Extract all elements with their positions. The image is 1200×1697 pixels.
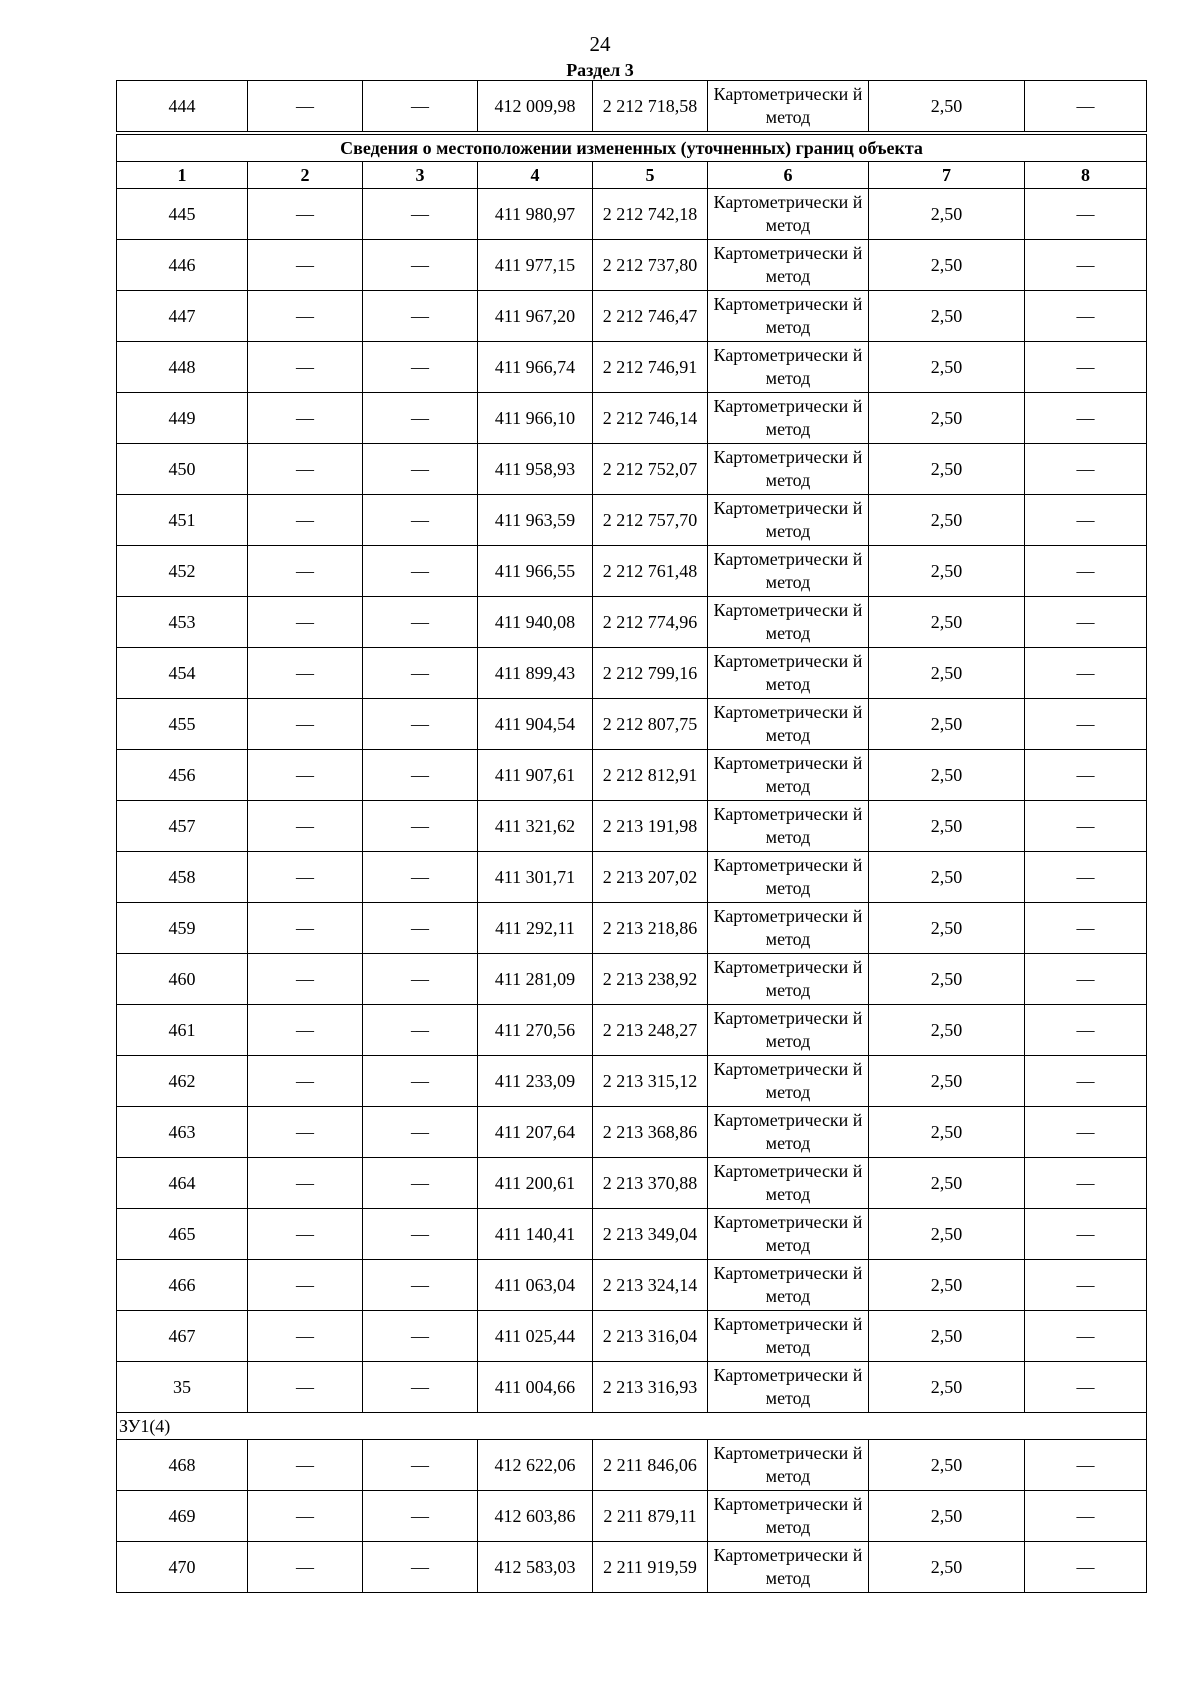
method: Картометрически й метод bbox=[708, 648, 869, 699]
cell-col2: — bbox=[248, 597, 363, 648]
cell-col3: — bbox=[363, 1362, 478, 1413]
cell-col2: — bbox=[248, 1440, 363, 1491]
error-value: 2,50 bbox=[869, 750, 1025, 801]
error-value: 2,50 bbox=[869, 1311, 1025, 1362]
method: Картометрически й метод bbox=[708, 1209, 869, 1260]
error-value: 2,50 bbox=[869, 240, 1025, 291]
point-number: 454 bbox=[117, 648, 248, 699]
method: Картометрически й метод bbox=[708, 597, 869, 648]
coord-y: 2 211 919,59 bbox=[593, 1542, 708, 1593]
cell-col2: — bbox=[248, 1362, 363, 1413]
point-number: 468 bbox=[117, 1440, 248, 1491]
coord-x: 411 907,61 bbox=[478, 750, 593, 801]
cell-col2: — bbox=[248, 291, 363, 342]
coord-x: 411 966,55 bbox=[478, 546, 593, 597]
column-number: 5 bbox=[593, 162, 708, 189]
cell-col8: — bbox=[1025, 1491, 1147, 1542]
cell-col8: — bbox=[1025, 1005, 1147, 1056]
coord-x: 411 980,97 bbox=[478, 189, 593, 240]
coord-y: 2 213 315,12 bbox=[593, 1056, 708, 1107]
cell-col3: — bbox=[363, 1056, 478, 1107]
method: Картометрически й метод bbox=[708, 1107, 869, 1158]
cell-col8: — bbox=[1025, 1056, 1147, 1107]
method: Картометрически й метод bbox=[708, 189, 869, 240]
cell-col2: — bbox=[248, 750, 363, 801]
cell-col8: — bbox=[1025, 1542, 1147, 1593]
column-number: 7 bbox=[869, 162, 1025, 189]
column-number: 6 bbox=[708, 162, 869, 189]
point-number: 458 bbox=[117, 852, 248, 903]
point-number: 444 bbox=[117, 81, 248, 132]
point-number: 452 bbox=[117, 546, 248, 597]
cell-col3: — bbox=[363, 1107, 478, 1158]
error-value: 2,50 bbox=[869, 1107, 1025, 1158]
table-row bbox=[117, 1491, 1147, 1542]
error-value: 2,50 bbox=[869, 393, 1025, 444]
point-number: 470 bbox=[117, 1542, 248, 1593]
cell-col8: — bbox=[1025, 342, 1147, 393]
page-number: 24 bbox=[589, 32, 611, 56]
point-number: 459 bbox=[117, 903, 248, 954]
coord-x: 411 967,20 bbox=[478, 291, 593, 342]
coord-y: 2 212 774,96 bbox=[593, 597, 708, 648]
cell-col3: — bbox=[363, 1209, 478, 1260]
point-number: 449 bbox=[117, 393, 248, 444]
coord-y: 2 211 846,06 bbox=[593, 1440, 708, 1491]
coord-y: 2 211 879,11 bbox=[593, 1491, 708, 1542]
cell-col8: — bbox=[1025, 648, 1147, 699]
cell-col2: — bbox=[248, 1056, 363, 1107]
coord-y: 2 213 207,02 bbox=[593, 852, 708, 903]
method: Картометрически й метод bbox=[708, 954, 869, 1005]
method: Картометрически й метод bbox=[708, 1440, 869, 1491]
cell-col8: — bbox=[1025, 393, 1147, 444]
coord-y: 2 213 238,92 bbox=[593, 954, 708, 1005]
point-number: 466 bbox=[117, 1260, 248, 1311]
table-row bbox=[117, 342, 1147, 393]
cell-col2: — bbox=[248, 342, 363, 393]
coord-x: 412 583,03 bbox=[478, 1542, 593, 1593]
cell-col2: — bbox=[248, 1005, 363, 1056]
cell-col3: — bbox=[363, 240, 478, 291]
cell-col3: — bbox=[363, 801, 478, 852]
coord-x: 411 963,59 bbox=[478, 495, 593, 546]
error-value: 2,50 bbox=[869, 342, 1025, 393]
cell-col2: — bbox=[248, 1260, 363, 1311]
column-number: 4 bbox=[478, 162, 593, 189]
cell-col2: — bbox=[248, 801, 363, 852]
coord-x: 411 899,43 bbox=[478, 648, 593, 699]
cell-col8: — bbox=[1025, 1362, 1147, 1413]
coord-y: 2 213 248,27 bbox=[593, 1005, 708, 1056]
coord-x: 411 904,54 bbox=[478, 699, 593, 750]
point-number: 469 bbox=[117, 1491, 248, 1542]
error-value: 2,50 bbox=[869, 1158, 1025, 1209]
table-row bbox=[117, 1056, 1147, 1107]
method: Картометрически й метод bbox=[708, 291, 869, 342]
method: Картометрически й метод bbox=[708, 903, 869, 954]
coord-x: 411 940,08 bbox=[478, 597, 593, 648]
method: Картометрически й метод bbox=[708, 1362, 869, 1413]
coord-x: 411 004,66 bbox=[478, 1362, 593, 1413]
coord-y: 2 212 746,91 bbox=[593, 342, 708, 393]
table-row bbox=[117, 1209, 1147, 1260]
point-number: 445 bbox=[117, 189, 248, 240]
coord-y: 2 213 349,04 bbox=[593, 1209, 708, 1260]
error-value: 2,50 bbox=[869, 903, 1025, 954]
table-row bbox=[117, 597, 1147, 648]
table-row bbox=[117, 189, 1147, 240]
error-value: 2,50 bbox=[869, 1056, 1025, 1107]
cell-col2: — bbox=[248, 699, 363, 750]
cell-col3: — bbox=[363, 1440, 478, 1491]
coord-y: 2 212 812,91 bbox=[593, 750, 708, 801]
coord-x: 412 603,86 bbox=[478, 1491, 593, 1542]
method: Картометрически й метод bbox=[708, 1056, 869, 1107]
coord-y: 2 213 191,98 bbox=[593, 801, 708, 852]
error-value: 2,50 bbox=[869, 189, 1025, 240]
table-row bbox=[117, 699, 1147, 750]
cell-col2: — bbox=[248, 444, 363, 495]
coord-y: 2 212 718,58 bbox=[593, 81, 708, 132]
column-number: 2 bbox=[248, 162, 363, 189]
coord-y: 2 212 742,18 bbox=[593, 189, 708, 240]
cell-col8: — bbox=[1025, 81, 1147, 132]
table-row bbox=[117, 444, 1147, 495]
cell-col8: — bbox=[1025, 291, 1147, 342]
error-value: 2,50 bbox=[869, 597, 1025, 648]
point-number: 463 bbox=[117, 1107, 248, 1158]
method: Картометрически й метод bbox=[708, 852, 869, 903]
coord-y: 2 212 746,47 bbox=[593, 291, 708, 342]
point-number: 35 bbox=[117, 1362, 248, 1413]
cell-col3: — bbox=[363, 1005, 478, 1056]
error-value: 2,50 bbox=[869, 1260, 1025, 1311]
cell-col8: — bbox=[1025, 852, 1147, 903]
table-row bbox=[117, 495, 1147, 546]
error-value: 2,50 bbox=[869, 291, 1025, 342]
cell-col3: — bbox=[363, 648, 478, 699]
cell-col8: — bbox=[1025, 189, 1147, 240]
coord-x: 412 622,06 bbox=[478, 1440, 593, 1491]
coord-y: 2 213 324,14 bbox=[593, 1260, 708, 1311]
coord-y: 2 212 799,16 bbox=[593, 648, 708, 699]
error-value: 2,50 bbox=[869, 1005, 1025, 1056]
point-number: 460 bbox=[117, 954, 248, 1005]
coord-x: 411 977,15 bbox=[478, 240, 593, 291]
cell-col3: — bbox=[363, 1260, 478, 1311]
error-value: 2,50 bbox=[869, 1209, 1025, 1260]
table-row bbox=[117, 1362, 1147, 1413]
coord-x: 411 025,44 bbox=[478, 1311, 593, 1362]
cell-col3: — bbox=[363, 546, 478, 597]
cell-col3: — bbox=[363, 393, 478, 444]
cell-col8: — bbox=[1025, 903, 1147, 954]
cell-col8: — bbox=[1025, 1440, 1147, 1491]
table-row bbox=[117, 81, 1147, 132]
cell-col3: — bbox=[363, 699, 478, 750]
coord-x: 411 270,56 bbox=[478, 1005, 593, 1056]
cell-col8: — bbox=[1025, 1311, 1147, 1362]
point-number: 453 bbox=[117, 597, 248, 648]
point-number: 467 bbox=[117, 1311, 248, 1362]
coord-x: 412 009,98 bbox=[478, 81, 593, 132]
cell-col3: — bbox=[363, 1158, 478, 1209]
error-value: 2,50 bbox=[869, 801, 1025, 852]
table-row bbox=[117, 801, 1147, 852]
point-number: 462 bbox=[117, 1056, 248, 1107]
method: Картометрически й метод bbox=[708, 240, 869, 291]
method: Картометрически й метод bbox=[708, 801, 869, 852]
error-value: 2,50 bbox=[869, 954, 1025, 1005]
cell-col3: — bbox=[363, 342, 478, 393]
error-value: 2,50 bbox=[869, 648, 1025, 699]
table-row bbox=[117, 291, 1147, 342]
cell-col2: — bbox=[248, 1311, 363, 1362]
cell-col8: — bbox=[1025, 546, 1147, 597]
coord-x: 411 281,09 bbox=[478, 954, 593, 1005]
point-number: 465 bbox=[117, 1209, 248, 1260]
table-row bbox=[117, 1005, 1147, 1056]
point-number: 448 bbox=[117, 342, 248, 393]
cell-col2: — bbox=[248, 1158, 363, 1209]
coord-y: 2 212 807,75 bbox=[593, 699, 708, 750]
method: Картометрически й метод bbox=[708, 546, 869, 597]
coord-y: 2 212 757,70 bbox=[593, 495, 708, 546]
coord-x: 411 140,41 bbox=[478, 1209, 593, 1260]
cell-col2: — bbox=[248, 1107, 363, 1158]
cell-col3: — bbox=[363, 495, 478, 546]
error-value: 2,50 bbox=[869, 444, 1025, 495]
coord-y: 2 212 752,07 bbox=[593, 444, 708, 495]
cell-col2: — bbox=[248, 1491, 363, 1542]
cell-col3: — bbox=[363, 81, 478, 132]
coord-y: 2 213 368,86 bbox=[593, 1107, 708, 1158]
coord-x: 411 207,64 bbox=[478, 1107, 593, 1158]
error-value: 2,50 bbox=[869, 495, 1025, 546]
cell-col2: — bbox=[248, 903, 363, 954]
cell-col2: — bbox=[248, 495, 363, 546]
method: Картометрически й метод bbox=[708, 1005, 869, 1056]
table-row bbox=[117, 1440, 1147, 1491]
table-row bbox=[117, 1260, 1147, 1311]
cell-col8: — bbox=[1025, 699, 1147, 750]
point-number: 455 bbox=[117, 699, 248, 750]
coord-y: 2 212 746,14 bbox=[593, 393, 708, 444]
coordinates-table bbox=[116, 80, 1147, 1593]
cell-col3: — bbox=[363, 189, 478, 240]
method: Картометрически й метод bbox=[708, 342, 869, 393]
cell-col2: — bbox=[248, 852, 363, 903]
cell-col3: — bbox=[363, 444, 478, 495]
table-heading-row bbox=[117, 135, 1147, 162]
method: Картометрически й метод bbox=[708, 1158, 869, 1209]
table-row bbox=[117, 852, 1147, 903]
point-number: 464 bbox=[117, 1158, 248, 1209]
coord-x: 411 063,04 bbox=[478, 1260, 593, 1311]
error-value: 2,50 bbox=[869, 81, 1025, 132]
table-row bbox=[117, 546, 1147, 597]
table-row bbox=[117, 648, 1147, 699]
method: Картометрически й метод bbox=[708, 444, 869, 495]
method: Картометрически й метод bbox=[708, 1260, 869, 1311]
cell-col2: — bbox=[248, 954, 363, 1005]
column-number: 8 bbox=[1025, 162, 1147, 189]
cell-col3: — bbox=[363, 852, 478, 903]
cell-col8: — bbox=[1025, 495, 1147, 546]
cell-col3: — bbox=[363, 597, 478, 648]
cell-col3: — bbox=[363, 903, 478, 954]
cell-col3: — bbox=[363, 1491, 478, 1542]
method: Картометрически й метод bbox=[708, 1311, 869, 1362]
table-body bbox=[117, 81, 1147, 1593]
point-number: 450 bbox=[117, 444, 248, 495]
cell-col3: — bbox=[363, 1311, 478, 1362]
error-value: 2,50 bbox=[869, 1362, 1025, 1413]
cell-col8: — bbox=[1025, 240, 1147, 291]
coord-y: 2 213 370,88 bbox=[593, 1158, 708, 1209]
table-heading: Сведения о местоположении измененных (уточненных) границ объекта bbox=[117, 135, 1147, 162]
cell-col3: — bbox=[363, 291, 478, 342]
coord-y: 2 213 316,04 bbox=[593, 1311, 708, 1362]
table-row bbox=[117, 954, 1147, 1005]
cell-col2: — bbox=[248, 1542, 363, 1593]
point-number: 461 bbox=[117, 1005, 248, 1056]
method: Картометрически й метод bbox=[708, 393, 869, 444]
table-row bbox=[117, 750, 1147, 801]
error-value: 2,50 bbox=[869, 852, 1025, 903]
coord-x: 411 200,61 bbox=[478, 1158, 593, 1209]
table-row bbox=[117, 1107, 1147, 1158]
point-number: 456 bbox=[117, 750, 248, 801]
column-numbers-row bbox=[117, 162, 1147, 189]
error-value: 2,50 bbox=[869, 546, 1025, 597]
cell-col2: — bbox=[248, 189, 363, 240]
error-value: 2,50 bbox=[869, 1491, 1025, 1542]
coord-x: 411 966,74 bbox=[478, 342, 593, 393]
coord-y: 2 212 737,80 bbox=[593, 240, 708, 291]
coord-x: 411 301,71 bbox=[478, 852, 593, 903]
cell-col8: — bbox=[1025, 1209, 1147, 1260]
column-number: 1 bbox=[117, 162, 248, 189]
cell-col2: — bbox=[248, 81, 363, 132]
method: Картометрически й метод bbox=[708, 750, 869, 801]
table-row bbox=[117, 1311, 1147, 1362]
cell-col2: — bbox=[248, 393, 363, 444]
table-row bbox=[117, 1158, 1147, 1209]
coord-x: 411 966,10 bbox=[478, 393, 593, 444]
parcel-label: ЗУ1(4) bbox=[117, 1413, 1147, 1440]
cell-col3: — bbox=[363, 1542, 478, 1593]
cell-col2: — bbox=[248, 240, 363, 291]
cell-col2: — bbox=[248, 546, 363, 597]
method: Картометрически й метод bbox=[708, 495, 869, 546]
error-value: 2,50 bbox=[869, 1440, 1025, 1491]
cell-col8: — bbox=[1025, 801, 1147, 852]
cell-col8: — bbox=[1025, 1158, 1147, 1209]
table-row bbox=[117, 1542, 1147, 1593]
column-number: 3 bbox=[363, 162, 478, 189]
point-number: 446 bbox=[117, 240, 248, 291]
parcel-row bbox=[117, 1413, 1147, 1440]
coord-x: 411 292,11 bbox=[478, 903, 593, 954]
coord-y: 2 213 218,86 bbox=[593, 903, 708, 954]
cell-col8: — bbox=[1025, 1107, 1147, 1158]
coord-y: 2 213 316,93 bbox=[593, 1362, 708, 1413]
cell-col8: — bbox=[1025, 597, 1147, 648]
cell-col2: — bbox=[248, 648, 363, 699]
point-number: 451 bbox=[117, 495, 248, 546]
method: Картометрически й метод bbox=[708, 81, 869, 132]
cell-col2: — bbox=[248, 1209, 363, 1260]
method: Картометрически й метод bbox=[708, 1491, 869, 1542]
table-row bbox=[117, 393, 1147, 444]
cell-col3: — bbox=[363, 954, 478, 1005]
table-row bbox=[117, 903, 1147, 954]
error-value: 2,50 bbox=[869, 1542, 1025, 1593]
coord-y: 2 212 761,48 bbox=[593, 546, 708, 597]
coord-x: 411 321,62 bbox=[478, 801, 593, 852]
cell-col8: — bbox=[1025, 1260, 1147, 1311]
cell-col8: — bbox=[1025, 954, 1147, 1005]
method: Картометрически й метод bbox=[708, 699, 869, 750]
cell-col3: — bbox=[363, 750, 478, 801]
cell-col8: — bbox=[1025, 444, 1147, 495]
error-value: 2,50 bbox=[869, 699, 1025, 750]
method: Картометрически й метод bbox=[708, 1542, 869, 1593]
cell-col8: — bbox=[1025, 750, 1147, 801]
section-title: Раздел 3 bbox=[566, 60, 634, 80]
coord-x: 411 958,93 bbox=[478, 444, 593, 495]
point-number: 457 bbox=[117, 801, 248, 852]
table-row bbox=[117, 240, 1147, 291]
point-number: 447 bbox=[117, 291, 248, 342]
coord-x: 411 233,09 bbox=[478, 1056, 593, 1107]
